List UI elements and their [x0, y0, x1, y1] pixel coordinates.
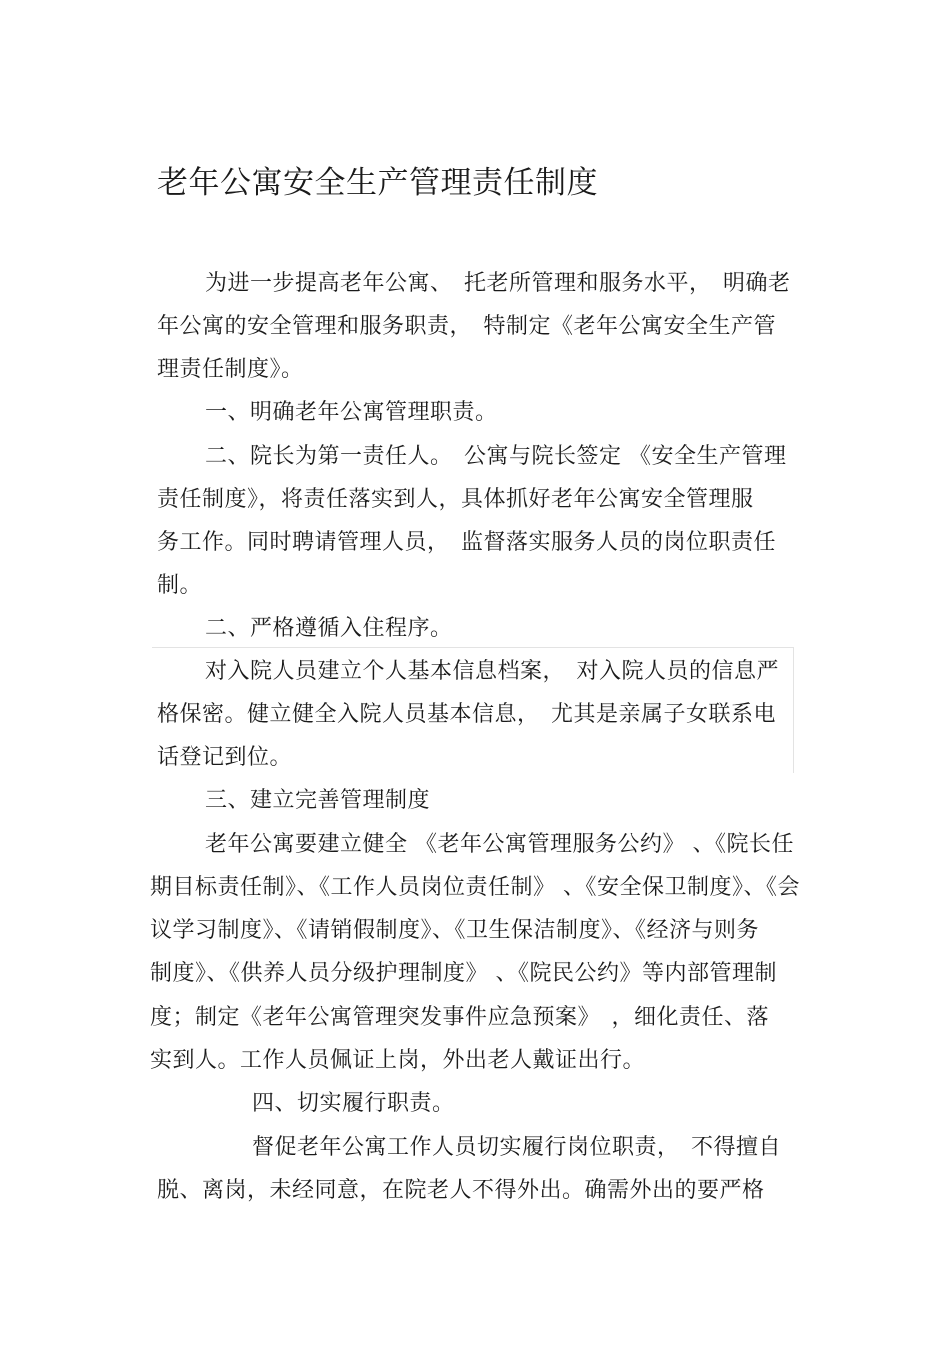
paragraph-line: 老年公寓要建立健全 《老年公寓管理服务公约》 、《院长任 — [205, 832, 794, 857]
section-heading: 四、切实履行职责。 — [252, 1091, 455, 1116]
paragraph-line: 对入院人员建立个人基本信息档案， 对入院人员的信息严 — [205, 659, 780, 684]
paragraph-line: 理责任制度》。 — [157, 357, 304, 382]
paragraph-line: 为进一步提高老年公寓、 托老所管理和服务水平， 明确老 — [205, 271, 791, 296]
document-title: 老年公寓安全生产管理责任制度 — [157, 165, 598, 201]
paragraph-line: 话登记到位。 — [157, 745, 293, 770]
section-heading: 三、建立完善管理制度 — [205, 788, 431, 813]
paragraph-line: 议学习制度》、《请销假制度》、《卫生保洁制度》、《经济与则务 — [150, 918, 760, 943]
paragraph-line: 实到人。工作人员佩证上岗，外出老人戴证出行。 — [150, 1048, 646, 1073]
section-heading: 一、明确老年公寓管理职责。 — [205, 400, 498, 425]
paragraph-line: 度；制定《老年公寓管理突发事件应急预案》 ，细化责任、落 — [150, 1005, 770, 1030]
paragraph-line: 督促老年公寓工作人员切实履行岗位职责， 不得擅自 — [252, 1135, 782, 1160]
paragraph-line: 制。 — [157, 573, 203, 598]
paragraph-line: 年公寓的安全管理和服务职责， 特制定《老年公寓安全生产管 — [157, 314, 777, 339]
section-heading: 二、严格遵循入住程序。 — [205, 616, 453, 641]
paragraph-line: 二、院长为第一责任人。 公寓与院长签定 《安全生产管理 — [205, 444, 787, 469]
paragraph-line: 制度》、《供养人员分级护理制度》 、《院民公约》等内部管理制 — [150, 961, 777, 986]
paragraph-line: 脱、离岗，未经同意，在院老人不得外出。确需外出的要严格 — [157, 1178, 765, 1203]
paragraph-line: 期目标责任制》、《工作人员岗位责任制》 、《安全保卫制度》、《会 — [150, 875, 800, 900]
paragraph-line: 责任制度》，将责任落实到人，具体抓好老年公寓安全管理服 — [157, 487, 754, 512]
paragraph-line: 务工作。同时聘请管理人员， 监督落实服务人员的岗位职责任 — [157, 530, 777, 555]
paragraph-line: 格保密。健立健全入院人员基本信息， 尤其是亲属子女联系电 — [157, 702, 777, 727]
